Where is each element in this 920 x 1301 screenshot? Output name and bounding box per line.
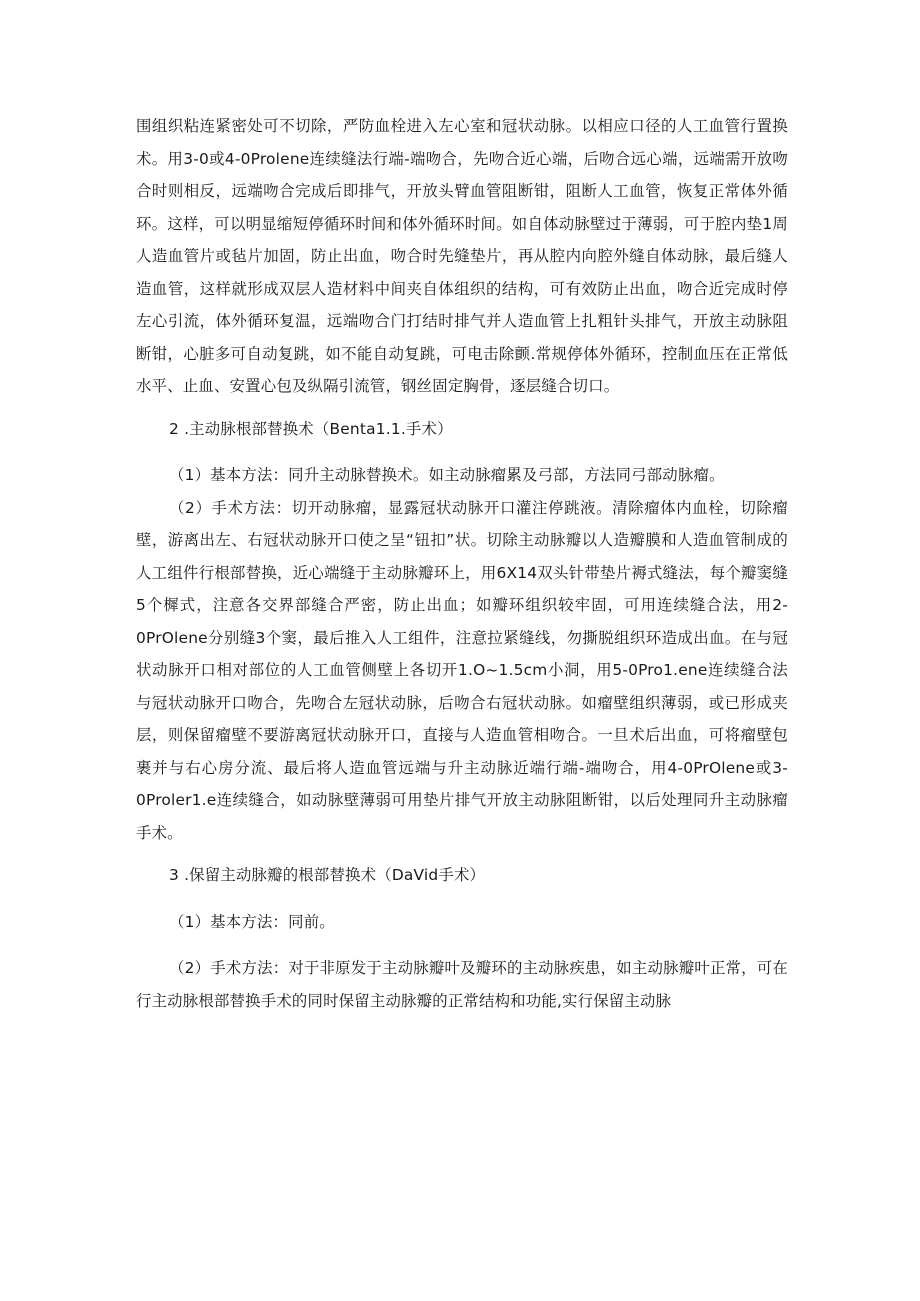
body-paragraph-surgical-method-2: （2）手术方法：切开动脉瘤，显露冠状动脉开口灌注停跳液。清除瘤体内血栓，切除瘤壁，游离出左、右冠状动脉开口使之呈“钮扣”状。切除主动脉瓣以人造瓣膜和人造血管制成的人工组件行根部替换，近心端缝于主动脉瓣环上，用6X14双头针带垫片褥式缝法，每个瓣窦缝5个樨式，注意各交界部缝合严密，防止出血；如瓣环组织较牢固，可用连续缝合法，用2-0PrOlene分别缝3个窦，最后推入人工组件，注意拉紧缝线，勿撕脱组织环造成出血。在与冠状动脉开口相对部位的人工血管侧壁上各切开1.O~1.5cm小洞，用5-0Pro1.ene连续缝合法与冠状动脉开口吻合，先吻合左冠状动脉，后吻合右冠状动脉。如瘤壁组织薄弱，或已形成夹层，则保留瘤壁不要游离冠状动脉开口，直接与人造血管相吻合。一旦术后出血，可将瘤壁包裹并与右心房分流、最后将人造血管远端与升主动脉近端行端-端吻合，用4-0PrOlene或3-0Proler1.e连续缝合，如动脉壁薄弱可用垫片排气开放主动脉阻断钳，以后处理同升主动脉瘤手术。: [136, 498, 788, 842]
section-heading-bentall: 2 .主动脉根部替换术（Benta1.1.手术）: [169, 419, 453, 438]
body-paragraph-surgical-method-3: （2）手术方法：对于非原发于主动脉瓣叶及瓣环的主动脉疾患，如主动脉瓣叶正常，可在行主动脉根部替换手术的同时保留主动脉瓣的正常结构和功能,实行保留主动脉: [136, 959, 788, 1010]
section-heading-david: 3 .保留主动脉瓣的根部替换术（DaVid手术）: [169, 866, 486, 884]
body-paragraph-basic-method-3: （1）基本方法：同前。: [169, 912, 335, 931]
document-page: [136, 110, 788, 1017]
body-paragraph-basic-method-2: （1）基本方法：同升主动脉替换术。如主动脉瘤累及弓部，方法同弓部动脉瘤。: [169, 466, 725, 484]
body-paragraph-continuation: 围组织粘连紧密处可不切除，严防血栓进入左心室和冠状动脉。以相应口径的人工血管行置换术。用3-0或4-0Prolene连续缝法行端-端吻合，先吻合近心端，后吻合远心端，远端需开放吻合时则相反，远端吻合完成后即排气，开放头臂血管阻断钳，阻断人工血管，恢复正常体外循环。这样，可以明显缩短停循环时间和体外循环时间。如自体动脉壁过于薄弱，可于腔内垫1周人造血管片或毡片加固，防止出血，吻合时先缝垫片，再从腔内向腔外缝自体动脉，最后缝人造血管，这样就形成双层人造材料中间夹自体组织的结构，可有效防止出血，吻合近完成时停左心引流，体外循环复温，远端吻合门打结时排气并人造血管上扎粗针头排气，开放主动脉阻断钳，心脏多可自动复跳，如不能自动复跳，可电击除颤.常规停体外循环，控制血压在正常低水平、止血、安置心包及纵隔引流管，钢丝固定胸骨，逐层缝合切口。: [136, 117, 788, 395]
